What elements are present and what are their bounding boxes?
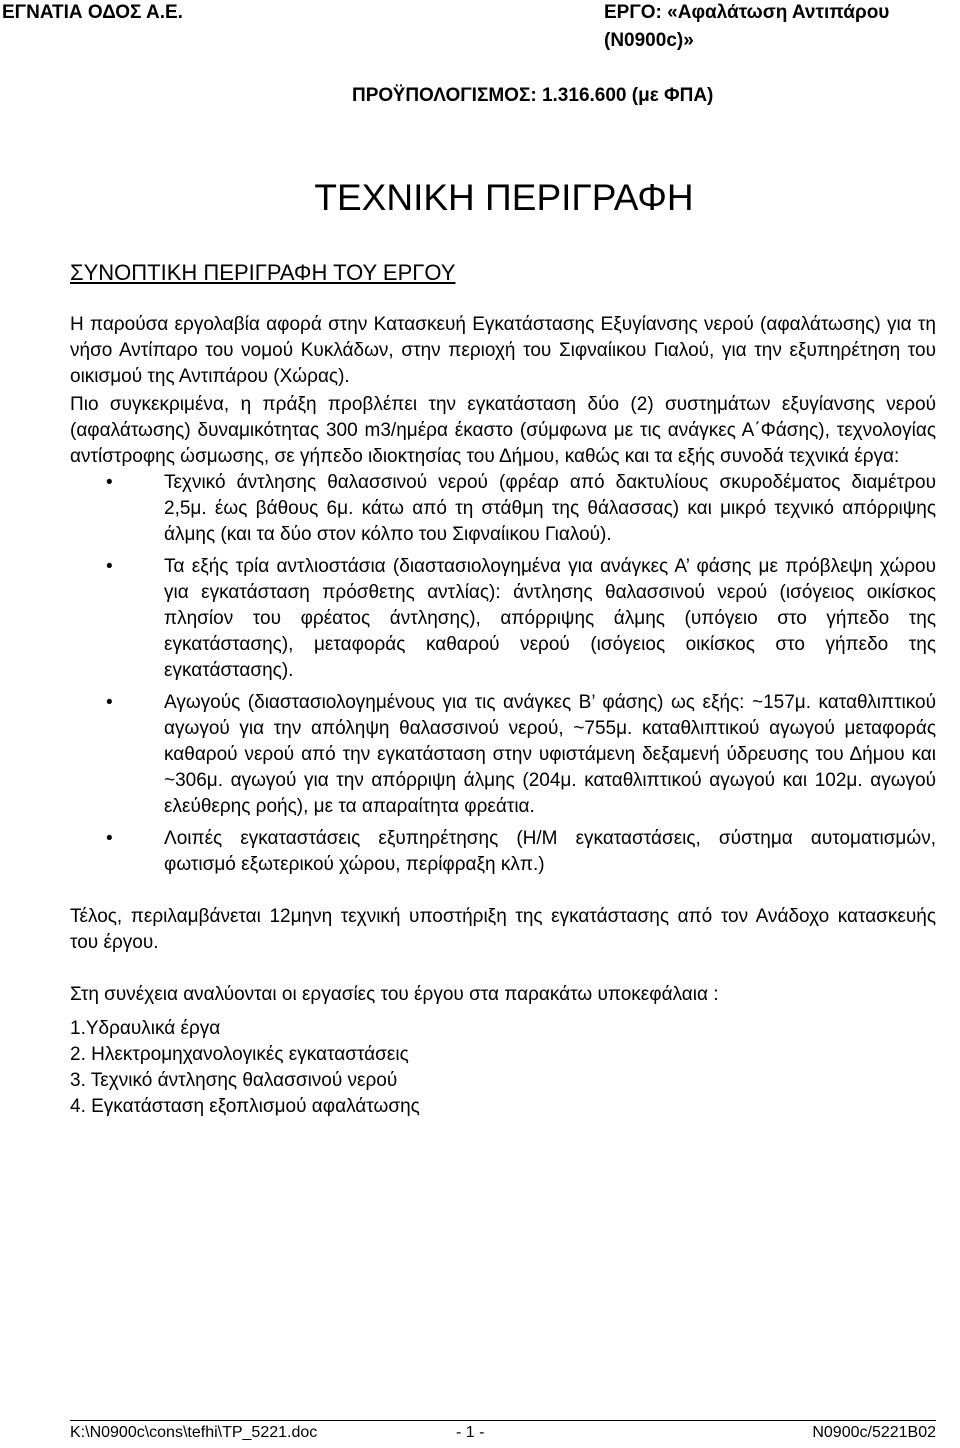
list-item-text: Τα εξής τρία αντλιοστάσια (διαστασιολογημένα για ανάγκες Α’ φάσης με πρόβλεψη χώρου για εγκατάσταση πρόσθετης αντλίας): άντλησης θαλασσινού νερού (ισόγειος οικίσκος πλησίον του φρέατος άντλησης), απόρριψης άλμης (υπόγειο στο γήπεδο της εγκατάστασης), μεταφοράς καθαρού νερού (ισόγειος οικίσκος στο γήπεδο της εγκατάστασης). [164, 556, 936, 681]
details-paragraph: Πιο συγκεκριμένα, η πράξη προβλέπει την εγκατάσταση δύο (2) συστημάτων εξυγίανσης νερού (αφαλάτωσης) δυναμικότητας 300 m3/ημέρα έκαστο (σύμφωνα με τις ανάγκες Α΄Φάσης), τεχνολογίας αντίστροφης ώσμωσης, σε γήπεδο ιδιοκτησίας του Δήμου, καθώς και τα εξής συνοδά τεχνικά έργα: [70, 394, 936, 467]
list-item-text: Λοιπές εγκαταστάσεις εξυπηρέτησης (Η/Μ εγκαταστάσεις, σύστημα αυτοματισμών, φωτισμό εξωτερικού χώρου, περίφραξη κλπ.) [164, 828, 936, 875]
bullet-icon: • [106, 828, 113, 849]
page-footer [70, 1420, 936, 1443]
footer-file-path: K:\N0900c\cons\tefhi\TP_5221.doc [70, 1424, 318, 1441]
project-title-line1: ΕΡΓΟ: «Αφαλάτωση Αντιπάρου [604, 2, 890, 23]
list-item [70, 826, 936, 878]
intro-paragraph: Η παρούσα εργολαβία αφορά στην Κατασκευή Εγκατάστασης Εξυγίανσης νερού (αφαλάτωσης) για τη νήσο Αντίπαρο του νομού Κυκλάδων, στην περιοχή του Σιφναίικου Γιαλού, για την εξυπηρέτηση του οικισμού της Αντιπάρου (Χώρας). [70, 314, 936, 387]
project-title-line2: (Ν0900c)» [604, 30, 694, 51]
list-item-text: Αγωγούς (διαστασιολογημένους για τις ανάγκες Β’ φάσης) ως εξής: ~157μ. καταθλιπτικού αγωγού για την απόληψη θαλασσινού νερού, ~755μ. καταθλιπτικού αγωγού μεταφοράς καθαρού νερού από την εγκατάσταση στην υφιστάμενη δεξαμενή ύδρευσης του Δήμου και ~306μ. αγωγού για την απόρριψη άλμης (204μ. καταθλιπτικού αγωγού και 102μ. αγωγού ελεύθερης ροής), με τα απαραίτητα φρεάτια. [164, 692, 936, 817]
list-item [70, 554, 936, 684]
list-item-text: Τεχνικό άντλησης θαλασσινού νερού (φρέαρ από δακτυλίους σκυροδέματος διαμέτρου 2,5μ. έως βάθους 6μ. κάτω από τη στάθμη της θάλασσας) και μικρό τεχνικό απόρριψης άλμης (και τα δύο στον κόλπο του Σιφναίικου Γιαλού). [164, 472, 936, 545]
subchapter-item: 3. Τεχνικό άντλησης θαλασσινού νερού [70, 1070, 398, 1091]
list-item [70, 690, 936, 820]
document-body [70, 312, 936, 1120]
support-paragraph: Τέλος, περιλαμβάνεται 12μηνη τεχνική υποστήριξη της εγκατάστασης από τον Ανάδοχο κατασκευής του έργου. [70, 906, 936, 953]
subchapter-list [70, 1016, 936, 1120]
bullet-icon: • [106, 692, 113, 713]
section-title: ΣΥΝΟΠΤΙΚΗ ΠΕΡΙΓΡΑΦΗ ΤΟΥ ΕΡΓΟΥ [70, 260, 456, 285]
budget-line: ΠΡΟΫΠΟΛΟΓΙΣΜΟΣ: 1.316.600 (με ΦΠΑ) [352, 85, 714, 106]
subchapter-item: 4. Εγκατάσταση εξοπλισμού αφαλάτωσης [70, 1096, 420, 1117]
works-list [70, 470, 936, 878]
subchapter-item: 1.Υδραυλικά έργα [70, 1018, 221, 1039]
subchapter-item: 2. Ηλεκτρομηχανολογικές εγκαταστάσεις [70, 1044, 409, 1065]
bullet-icon: • [106, 556, 113, 577]
subchapters-intro: Στη συνέχεια αναλύονται οι εργασίες του έργου στα παρακάτω υποκεφάλαια : [70, 984, 719, 1005]
list-item [70, 470, 936, 548]
bullet-icon: • [106, 472, 113, 493]
footer-page-number: - 1 - [456, 1424, 485, 1441]
footer-document-code: N0900c/5221B02 [812, 1424, 936, 1441]
document-title: ΤΕΧΝΙΚΗ ΠΕΡΙΓΡΑΦΗ [314, 177, 694, 218]
company-name: ΕΓΝΑΤΙΑ ΟΔΟΣ Α.Ε. [2, 2, 183, 23]
